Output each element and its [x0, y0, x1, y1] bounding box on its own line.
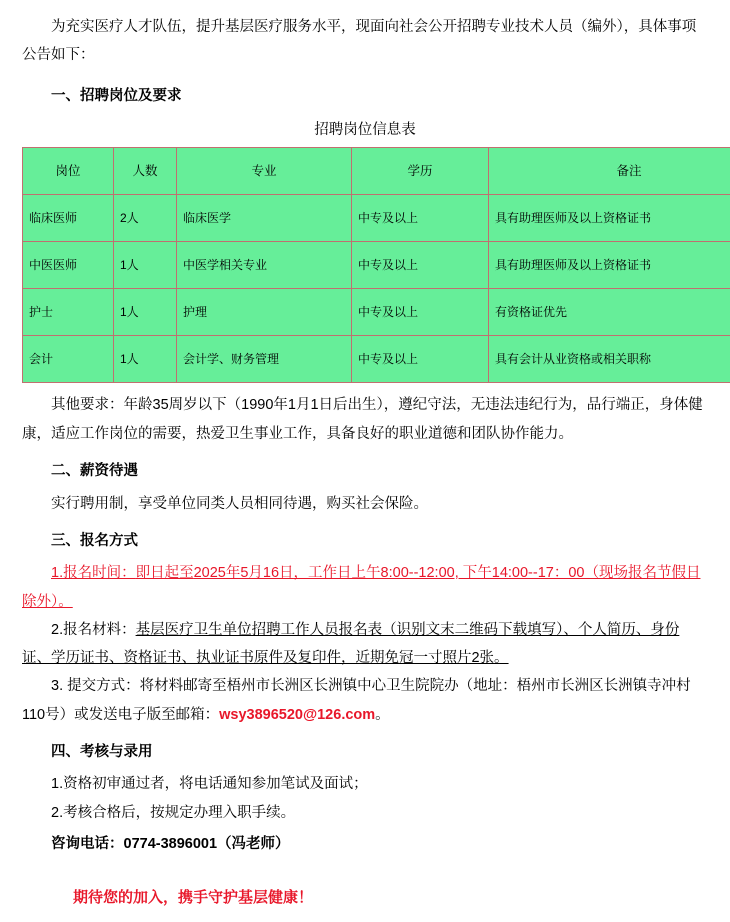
table-cell-count: 1人 [114, 289, 177, 336]
contact-phone-line: 咨询电话：0774-3896001（冯老师） [22, 831, 708, 858]
table-cell-count: 1人 [114, 242, 177, 289]
table-header-cell: 学历 [352, 148, 489, 195]
review-line-2: 2.考核合格后，按规定办理入职手续。 [22, 799, 708, 827]
table-cell-position: 会计 [23, 336, 114, 383]
section-heading-positions: 一、招聘岗位及要求 [22, 83, 708, 111]
table-cell-major: 护理 [177, 289, 352, 336]
table-cell-remark: 具有助理医师及以上资格证书 [489, 242, 730, 289]
table-header-row [23, 148, 730, 195]
job-positions-table [22, 147, 730, 383]
table-row [23, 289, 730, 336]
table-header-cell: 备注 [489, 148, 730, 195]
other-requirements-paragraph: 其他要求：年龄35周岁以下（1990年1月1日后出生），遵纪守法，无违法违纪行为，品行端正，身体健康，适应工作岗位的需要，热爱卫生事业工作，具备良好的职业道德和团队协作能力。 [22, 391, 708, 448]
table-cell-position: 中医医师 [23, 242, 114, 289]
apply-materials-line [22, 616, 708, 673]
table-header-cell: 岗位 [23, 148, 114, 195]
section-heading-salary: 二、薪资待遇 [22, 458, 708, 486]
section-heading-review: 四、考核与录用 [22, 739, 708, 767]
table-cell-count: 2人 [114, 195, 177, 242]
table-cell-remark: 具有助理医师及以上资格证书 [489, 195, 730, 242]
table-cell-education: 中专及以上 [352, 289, 489, 336]
footer-slogan: 期待您的加入，携手守护基层健康！ [22, 884, 708, 912]
table-cell-remark: 具有会计从业资格或相关职称 [489, 336, 730, 383]
table-cell-education: 中专及以上 [352, 336, 489, 383]
table-cell-position: 护士 [23, 289, 114, 336]
apply-submit-label: 3. 提交方式： [51, 678, 140, 694]
table-cell-position: 临床医师 [23, 195, 114, 242]
table-cell-remark: 有资格证优先 [489, 289, 730, 336]
table-cell-major: 会计学、财务管理 [177, 336, 352, 383]
table-caption: 招聘岗位信息表 [22, 117, 708, 144]
table-row [23, 195, 730, 242]
table-header-cell: 专业 [177, 148, 352, 195]
apply-time-label: 1.报名时间： [51, 565, 136, 581]
table-cell-education: 中专及以上 [352, 195, 489, 242]
table-cell-major: 临床医学 [177, 195, 352, 242]
apply-email-address[interactable]: wsy3896520@126.com [219, 707, 375, 723]
apply-submit-text: 将材料邮寄至梧州市长洲区长洲镇中心卫生院院办（地址：梧州市长洲区长洲镇寺冲村110号）或发送电子版至邮箱： [22, 678, 691, 722]
table-row [23, 336, 730, 383]
table-row [23, 242, 730, 289]
table-cell-education: 中专及以上 [352, 242, 489, 289]
salary-paragraph: 实行聘用制，享受单位同类人员相同待遇，购买社会保险。 [22, 490, 708, 518]
apply-time-line [22, 559, 708, 616]
table-header-cell: 人数 [114, 148, 177, 195]
apply-materials-text: 基层医疗卫生单位招聘工作人员报名表（识别文末二维码下载填写）、个人简历、身份证、学历证书、资格证书、执业证书原件及复印件，近期免冠一寸照片2张。 [22, 622, 679, 666]
apply-materials-label: 2.报名材料： [51, 622, 136, 638]
apply-deadline-date: 2025年5月16日 [194, 565, 294, 581]
intro-paragraph: 为充实医疗人才队伍，提升基层医疗服务水平，现面向社会公开招聘专业技术人员（编外），具体事项公告如下： [22, 14, 708, 69]
table-cell-count: 1人 [114, 336, 177, 383]
apply-submit-text-end: 。 [375, 707, 390, 723]
apply-time-part2: ，工作日上午8:00--12:00, 下午14:00--17：00（现场报名节假日除外）。 [22, 565, 700, 609]
apply-time-part1: 即日起至 [136, 565, 194, 581]
apply-submit-line [22, 672, 708, 729]
table-cell-major: 中医学相关专业 [177, 242, 352, 289]
review-line-1: 1.资格初审通过者，将电话通知参加笔试及面试； [22, 770, 708, 798]
section-heading-apply: 三、报名方式 [22, 528, 708, 556]
